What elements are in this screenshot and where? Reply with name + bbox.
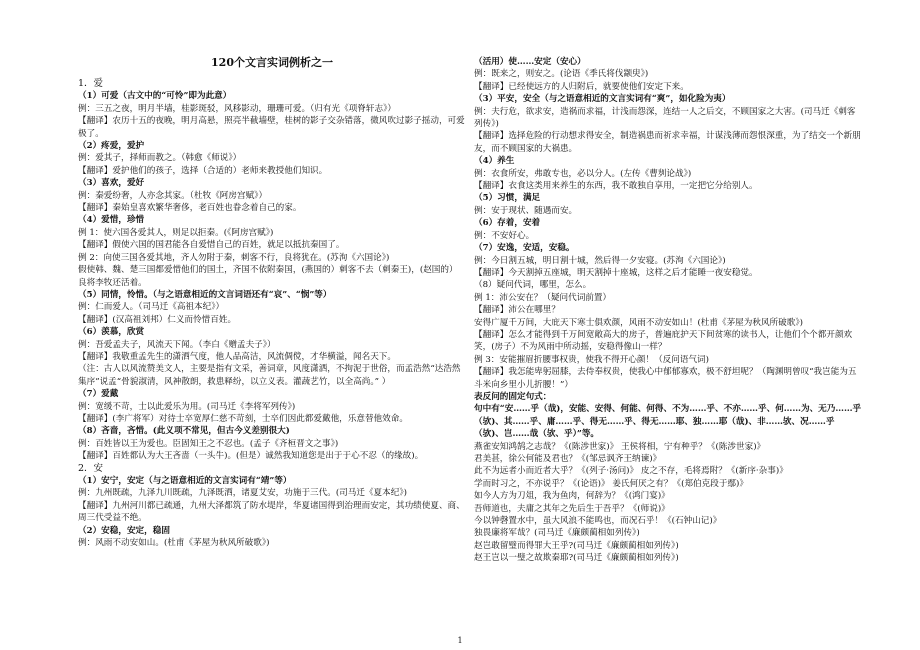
paragraph: 例：九州既疏，九泽九川既疏，九泽既洒，诸夏艾安，功施于三代。(司马迁《夏本纪》)	[78, 488, 407, 499]
subheading: （7）安逸，安适，安稳。	[474, 243, 575, 254]
page-number: 1	[457, 636, 463, 645]
paragraph: 例 3：安能摧眉折腰事权贵，使我不得开心颜！（反问语气词)	[474, 354, 709, 365]
paragraph: 【翻译】(汉高祖刘邦）仁义而怜惜百姓。	[78, 314, 237, 325]
subheading: 句中有“安……乎（哉)，安能、安得、何能、何得、不为……乎、不亦……乎、何……为、无乃……乎（欤)、其……乎、庸……乎、得无……乎、得无……耶、独……耶（哉)、非……欤、况……乎（欤)、岂……哉（欤、乎）”等。	[474, 404, 862, 440]
subheading: （1）可爱（古文中的“可怜”即为此意）	[78, 91, 232, 102]
document-title: 120个文言实词例析之一	[211, 56, 333, 69]
paragraph: 【翻译】已经使远方的人归附后，就要使他们安定下来。	[474, 81, 689, 92]
paragraph: 例：夫行危，欲求安，造祸而求福，计浅而怨深，连结一人之后交，不顾国家之大害。(司马迁《刺客列传》)	[474, 106, 856, 130]
paragraph: 【翻译】九州河川都已疏通，九州大泽都筑了防水堤岸，华夏诸国得到治理而安定，其功绩使夏、商、周三代受益不绝。	[78, 500, 465, 524]
paragraph: 赵王岂以一璧之故欺秦耶?(司马迁《廉颇蔺相如列传》)	[474, 553, 679, 564]
paragraph: 【翻译】衣食这类用来养生的东西，我不敢独自享用，一定把它分给别人。	[474, 181, 758, 192]
paragraph: 例：今日割五城，明日割十城，然后得一夕安寝。(苏洵《六国论》)	[474, 255, 726, 266]
paragraph: 例：既来之，则安之。(论语《季氏将伐颛臾》)	[474, 69, 649, 80]
paragraph: 君美甚，徐公何能及君也？《(邹忌讽齐王纳谏)》	[474, 454, 662, 464]
subheading: （6）羡慕，欣赏	[78, 327, 145, 338]
subheading: （8）吝啬，吝惜。(此义项不常见，但古今义差别很大)	[78, 426, 290, 437]
paragraph: 【翻译】(李广将军）对待士卒宽厚仁慈不苛刻，士卒们因此都爱戴他，乐意替他效命。	[78, 413, 408, 424]
paragraph: 例：仁而爱人。（司马迁《高祖本纪》）	[78, 302, 225, 313]
subheading: （5）同情，怜惜。（与之语意相近的文言词语还有“哀”、“悯”等）	[78, 289, 332, 300]
left-column-body	[78, 78, 466, 549]
subheading: （3）喜欢，爱好	[78, 178, 145, 189]
paragraph: 此不为远者小而近者大乎？《(列子·汤问)》 皮之不存，毛将焉附？《(新序·杂事)》	[474, 466, 788, 477]
paragraph: 【翻译】沛公在哪里？	[474, 305, 560, 316]
paragraph: 【翻译】农历十五的夜晚，明月高悬，照亮半截墙壁，桂树的影子交杂错落，微风吹过影子摇动，可爱极了。	[78, 116, 465, 139]
paragraph: 例：秦爱纷奢，人亦念其家。（杜牧《阿房宫赋》）	[78, 190, 268, 201]
paragraph: 燕雀安知鸿鹄之志哉？《(陈涉世家)》 王侯将相，宁有种乎？《(陈涉世家)》	[474, 441, 766, 452]
paragraph: 吾师道也，夫庸之其年之先后生于吾乎？《(师说)》	[474, 503, 670, 514]
paragraph: 【翻译】我敬重孟先生的潇洒气度，他人品高洁，风流倜傥，才华横溢，闻名天下。	[78, 351, 396, 362]
paragraph: 【翻译】假使六国的国君能各自爱惜自己的百姓，就足以抵抗秦国了。	[78, 240, 345, 251]
paragraph: 【翻译】选择危险的行动想求得安全，制造祸患而祈求幸福，计谋浅薄而怨恨深重，为了结交一个新朋友，而不顾国家的大祸患。	[474, 131, 861, 154]
subheading: （6）存着，安着	[474, 218, 541, 229]
subheading: （2）安稳，安定，稳固	[78, 525, 170, 536]
paragraph: 例：百姓皆以王为爱也。臣固知王之不忍也。(孟子《齐桓晋文之事》)	[78, 438, 339, 449]
right-column	[474, 56, 864, 565]
paragraph: 学而时习之，不亦说乎？《(论语)》 姜氏何厌之有？《(郑伯克段于鄢)》	[474, 478, 748, 489]
paragraph: 【翻译】百姓都认为大王吝啬（一头牛)。(但是）诚然我知道您是出于于心不忍（的缘故)。	[78, 451, 424, 462]
left-column	[78, 56, 466, 549]
paragraph: 【翻译】今天割掉五座城，明天割掉十座城，这样之后才能睡一夜安稳觉。	[474, 267, 758, 278]
paragraph: 今以钟磬置水中，虽大风浪不能鸣也，而况石乎！《(石钟山记)》	[474, 516, 722, 527]
subheading: （4）爱惜，珍惜	[78, 215, 145, 226]
paragraph: 例 1：沛公安在？（疑问代词前置）	[474, 292, 612, 303]
paragraph: 例：不安好心。	[474, 230, 535, 241]
paragraph: 【翻译】爱护他们的孩子，选择（合适的）老师来教授他们知识。	[78, 165, 328, 176]
subheading: （活用）使……安定（安心）	[474, 57, 586, 67]
paragraph: 【翻译】怎么才能得到千万间宽敞高大的房子，普遍庇护天下间贫寒的读书人，让他们个个都开颜欢笑，(房子）不为风雨中所动摇，安稳得像山一样？	[474, 329, 853, 353]
paragraph: 例：宽缓不苛，士以此爱乐为用。(司马迁《李将军列传》)	[78, 401, 296, 412]
subheading: （3）平安，安全（与之语意相近的文言实词有“爽”，如化险为夷）	[474, 94, 731, 105]
section-heading: 1．爱	[78, 78, 104, 89]
paragraph: 例：吾爱孟夫子，风流天下闻。（李白《赠孟夫子》）	[78, 339, 276, 350]
paragraph: 例：安于现状、随遇而安。	[474, 205, 578, 216]
paragraph: 【翻译】秦始皇喜欢繁华奢侈，老百姓也眷念着自己的家。	[78, 203, 302, 214]
paragraph: 例：衣食所安，弗敢专也，必以分人。(左传《曹刿论战》)	[474, 168, 692, 179]
section-heading: 2．安	[78, 462, 104, 474]
paragraph: 例：风雨不动安如山。(杜甫《茅屋为秋风所破歌》)	[78, 538, 270, 549]
paragraph: 独畏廉将军哉？(司马迁《廉颇蔺相如列传》)	[474, 528, 640, 539]
subheading: （4）养生	[474, 156, 515, 167]
subheading: （1）安宁，安定（与之语意相近的文言实词有“靖”等）	[78, 476, 292, 486]
paragraph: （注：古人以风流赞美文人，主要是指有文采，善词章，风度潇洒，不拘泥于世俗，而孟浩然“达浩然集序”说孟“骨貌淑清，风神散朗，救患释纷，以立义表。灌蔬艺竹，以全高尚。” ）	[78, 364, 461, 387]
paragraph: 假使韩、魏、楚三国都爱惜他们的国土，齐国不依附秦国，(燕国的）刺客不去（刺秦王)，(赵国的）良将李牧还活着。	[78, 265, 458, 288]
paragraph: 例：三五之夜，明月半墙，桂影斑驳，风移影动，珊珊可爱。（归有光《项脊轩志》）	[78, 103, 396, 114]
paragraph: 【翻译】我怎能卑躬屈膝，去侍奉权贵，使我心中郁郁寡欢，极不舒坦呢？（陶渊明曾叹“我岂能为五斗米向乡里小儿折腰！”）	[474, 367, 857, 390]
paragraph: 例：爱其子，择师而教之。（韩愈《师说》）	[78, 153, 242, 164]
paragraph: （8）疑问代词，哪里，怎么。	[474, 280, 592, 291]
right-column-body	[474, 56, 864, 565]
subheading: 表反问的固定句式：	[474, 391, 552, 402]
subheading: （5）习惯，满足	[474, 193, 541, 204]
paragraph: 例 2：向使三国各爱其地，齐人勿附于秦，刺客不行，良将犹在。(苏洵《六国论》)	[78, 252, 390, 263]
paragraph: 赵岂敢留璧而得罪大王乎?(司马迁《廉颇蔺相如列传》)	[474, 540, 679, 551]
paragraph: 例 1：使六国各爱其人，则足以拒秦。(《阿房宫赋》)	[78, 227, 274, 238]
subheading: （7）爱戴	[78, 389, 119, 400]
subheading: （2）疼爱，爱护	[78, 141, 145, 152]
paragraph: 如今人方为刀俎，我为鱼肉，何辞为？《(鸿门宴)》	[474, 491, 670, 502]
paragraph: 安得广厦千万间，大庇天下寒士俱欢颜，风雨不动安如山！(杜甫《茅屋为秋风所破歌》)	[474, 317, 803, 328]
